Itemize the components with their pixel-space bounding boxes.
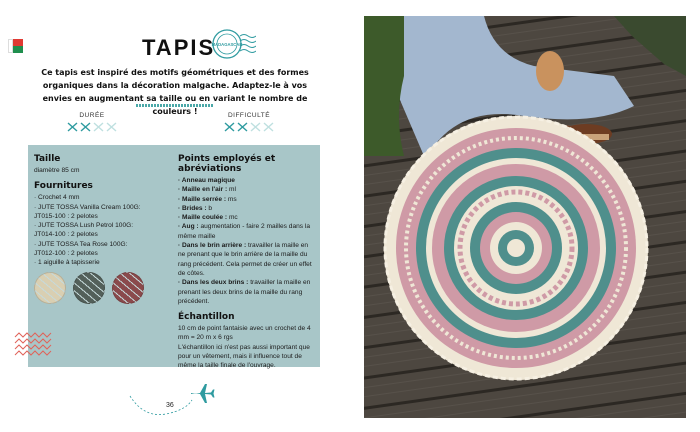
card-left-column	[34, 154, 174, 304]
supply-item: · 1 aiguille à tapisserie	[34, 259, 100, 267]
duration-rating	[42, 122, 142, 132]
rating-cross-icon	[249, 122, 262, 132]
yarn-swatches	[34, 272, 174, 304]
supply-item: JT012-100 : 2 pelotes	[34, 250, 98, 258]
stitch-item: · Maille coulée : mc	[178, 214, 238, 222]
rug-photo	[364, 16, 686, 418]
supply-item: · JUTE TOSSA Lush Petrol 100G:	[34, 222, 134, 230]
zigzag-pattern-icon	[14, 331, 52, 359]
yarn-swatch-icon	[112, 272, 144, 304]
difficulty-label: DIFFICULTÉ	[227, 112, 271, 119]
supply-item: JT014-100 : 2 pelotes	[34, 231, 98, 239]
info-card	[28, 145, 320, 370]
rating-cross-icon	[79, 122, 92, 132]
stitch-item: · Dans le brin arrière : travailler la maille en ne prenant que le brin arrière de la maille du rang précédent. Cela permet de créer un effet de côtes.	[178, 242, 312, 277]
duration-label: DURÉE	[79, 112, 105, 119]
rating-cross-icon	[223, 122, 236, 132]
stitches-heading: Points employés et abréviations	[178, 154, 276, 174]
airplane-icon	[189, 382, 215, 406]
stitch-list	[178, 176, 316, 306]
rating-cross-icon	[105, 122, 118, 132]
gauge-note: L'échantillon ici n'est pas aussi important que pour un vêtement, mais il influence tout de même la taille finale de l'ouvrage.	[178, 343, 310, 370]
size-heading: Taille	[34, 154, 61, 164]
size-value: diamètre 85 cm	[34, 167, 80, 174]
crochet-rug	[384, 116, 648, 380]
title-block	[142, 33, 215, 63]
stitch-item: · Dans les deux brins : travailler la maille en prenant les deux brins de la maille du rang précédent.	[178, 279, 311, 305]
rating-cross-icon	[262, 122, 275, 132]
postmark-stamp-icon	[210, 27, 256, 61]
gauge-heading: Échantillon	[178, 312, 235, 323]
duration-block	[42, 112, 142, 132]
madagascar-flag-icon	[8, 39, 23, 53]
stitch-item: · Maille en l'air : ml	[178, 186, 236, 194]
supply-item: · JUTE TOSSA Vanilla Cream 100G:	[34, 203, 141, 211]
supply-item: · JUTE TOSSA Tea Rose 100G:	[34, 240, 128, 248]
stitch-item: · Anneau magique	[178, 177, 235, 184]
supplies-list	[34, 193, 174, 267]
supply-item: JT015-100 : 2 pelotes	[34, 212, 98, 220]
dotted-divider	[136, 104, 214, 107]
stitch-item: · Maille serrée : ms	[178, 195, 237, 203]
card-right-column	[178, 154, 316, 371]
stitch-item: · Aug : augmentation - faire 2 mailles dans la même maille	[178, 223, 311, 240]
rating-cross-icon	[92, 122, 105, 132]
rating-cross-icon	[66, 122, 79, 132]
yarn-swatch-icon	[34, 272, 66, 304]
yarn-swatch-icon	[73, 272, 105, 304]
stitch-item: · Brides : b	[178, 204, 213, 212]
gauge-text: 10 cm de point fantaisie avec un crochet de 4 mm = 20 m x 6 rgs	[178, 325, 311, 342]
page-number: 36	[166, 402, 174, 409]
supply-item: · Crochet 4 mm	[34, 194, 80, 202]
difficulty-block	[199, 112, 299, 132]
intro-text: Ce tapis est inspiré des motifs géométriques et des formes organiques dans la décoration malgache. Adaptez-le à vos envies en augmentant sa taille ou en variant le nombre de couleurs !	[41, 68, 309, 116]
difficulty-rating	[199, 122, 299, 132]
supplies-heading: Fournitures	[34, 181, 93, 192]
page-title: TAPIS	[142, 35, 216, 60]
rating-cross-icon	[236, 122, 249, 132]
stamp-text: MADAGASCAR	[211, 42, 243, 47]
